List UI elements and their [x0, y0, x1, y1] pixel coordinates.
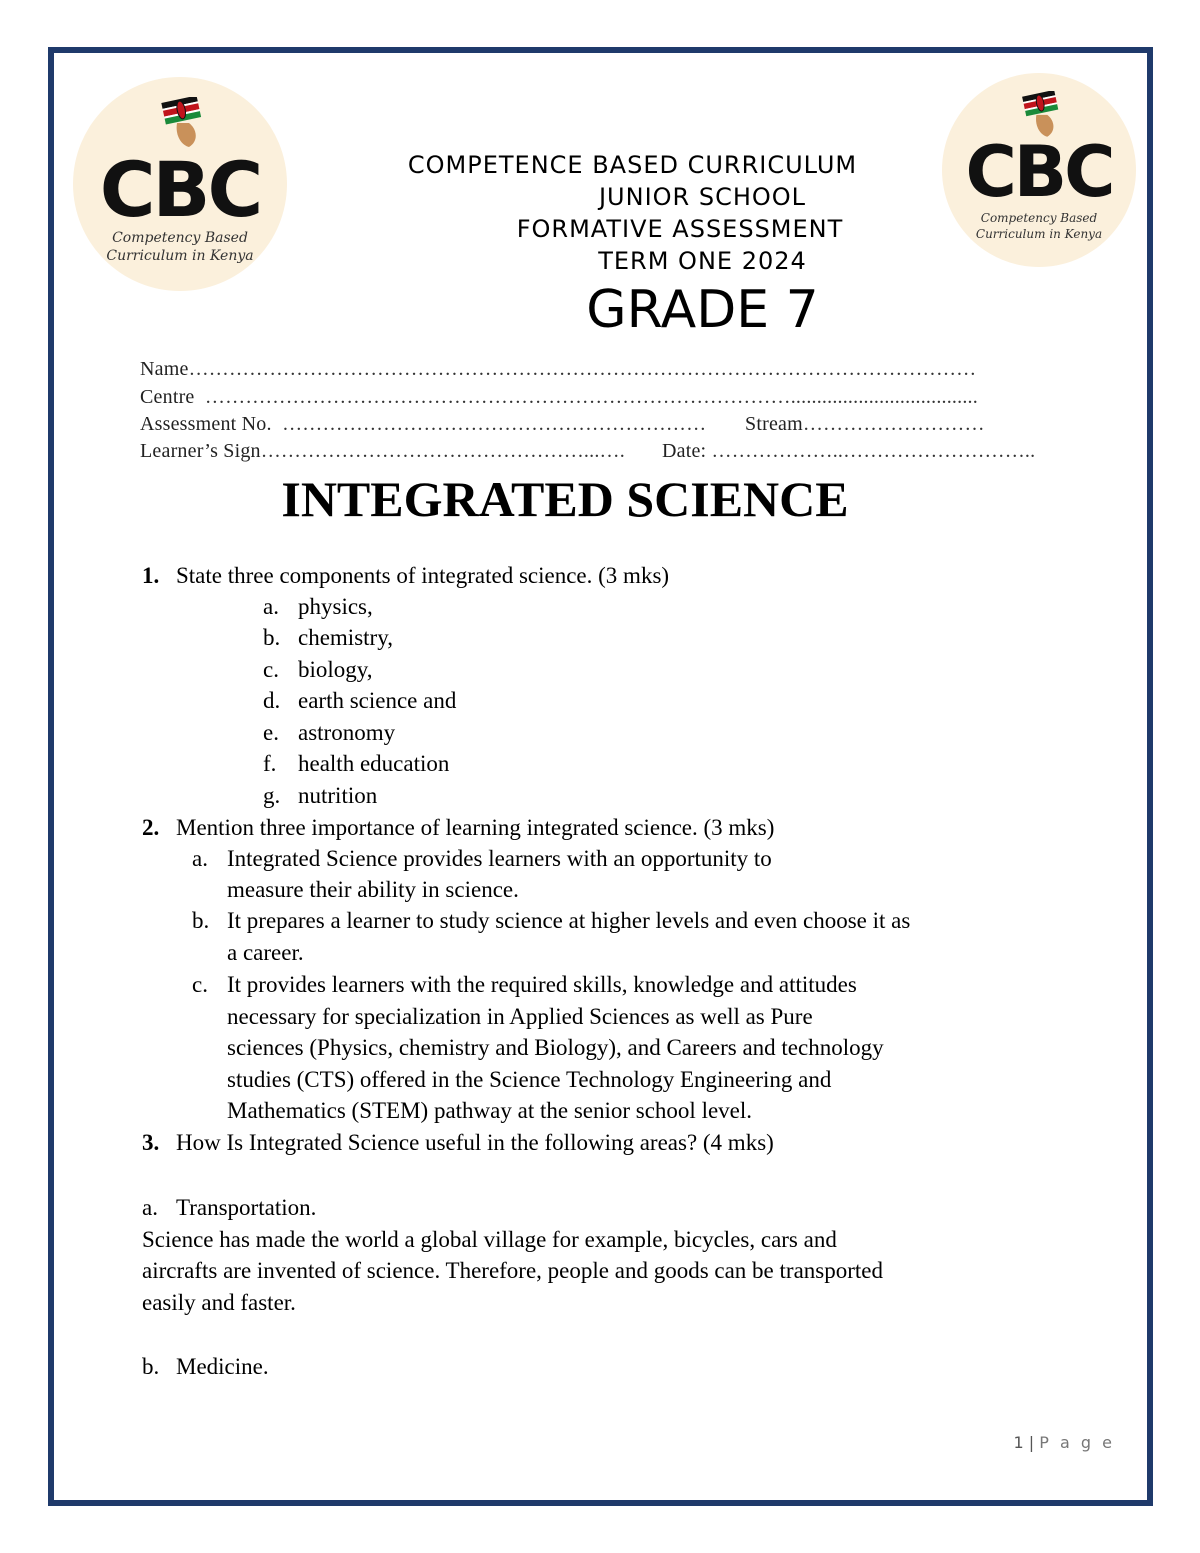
q2-answer-line: It provides learners with the required skills, knowledge and attitudes — [227, 972, 857, 997]
header-curriculum: COMPETENCE BASED CURRICULUM — [407, 151, 858, 179]
question-1-text: State three components of integrated science. (3 mks) — [176, 563, 670, 588]
q1-answer: physics, — [298, 594, 373, 619]
q2-answer-line: a career. — [227, 940, 304, 965]
q1-answer: chemistry, — [298, 625, 393, 650]
page-number: 1 — [1013, 1433, 1024, 1452]
question-3-text: How Is Integrated Science useful in the following areas? (4 mks) — [176, 1130, 774, 1155]
q2-answer-letter: a. — [192, 846, 208, 871]
q1-answer-letter: b. — [263, 625, 281, 650]
cbc-wordmark: CBC — [965, 131, 1113, 213]
q1-answer: nutrition — [298, 783, 378, 808]
q1-answer-letter: f. — [263, 751, 277, 776]
grade-title: GRADE 7 — [586, 280, 819, 340]
date-field[interactable]: Date: ………………..……………………….. — [662, 440, 1036, 462]
q3-part-a-letter: a. — [142, 1195, 158, 1220]
cbc-wordmark: CBC — [99, 145, 261, 234]
kenya-flag-icon — [159, 97, 203, 147]
q1-answer: health education — [298, 751, 450, 776]
learner-sign-field[interactable]: Learner’s Sign…………………………………………...…. — [140, 440, 625, 462]
q1-answer: astronomy — [298, 720, 396, 745]
q1-answer-letter: d. — [263, 688, 281, 713]
q1-answer-letter: c. — [263, 657, 279, 682]
page-footer — [1014, 1433, 1115, 1452]
q3-part-a-label: Transportation. — [176, 1195, 317, 1220]
q1-answer-letter: g. — [263, 783, 281, 808]
question-2-text: Mention three importance of learning integrated science. (3 mks) — [176, 815, 775, 840]
q3-part-a-answer-line: aircrafts are invented of science. Therefore, people and goods can be transported — [142, 1258, 883, 1283]
q3-part-b-label: Medicine. — [176, 1354, 269, 1379]
q2-answer-letter: c. — [192, 972, 208, 997]
page-label: P a g e — [1039, 1433, 1115, 1452]
cbc-logo-right — [942, 73, 1136, 267]
header-assessment: FORMATIVE ASSESSMENT — [516, 215, 844, 243]
logo-caption: Competency Based Curriculum in Kenya — [975, 211, 1103, 241]
name-field[interactable]: Name……………………………………………………………………………………………………… — [140, 358, 977, 380]
question-2-number: 2. — [142, 815, 160, 840]
page-separator: | — [1028, 1433, 1035, 1452]
q2-answer-line: studies (CTS) offered in the Science Technology Engineering and — [227, 1067, 832, 1092]
q1-answer-letter: a. — [263, 594, 279, 619]
header-term: TERM ONE 2024 — [598, 247, 807, 275]
q1-answer: earth science and — [298, 688, 457, 713]
q2-answer-line: It prepares a learner to study science at higher levels and even choose it as — [227, 908, 911, 933]
q2-answer-line: Integrated Science provides learners with an opportunity to — [227, 846, 772, 871]
q1-answer: biology, — [298, 657, 373, 682]
centre-field[interactable]: Centre …………………………………………………………………………….................................... — [140, 386, 978, 408]
question-3-number: 3. — [142, 1130, 160, 1155]
question-1-number: 1. — [142, 563, 160, 588]
q3-part-a-answer-line: easily and faster. — [142, 1290, 296, 1315]
subject-title: INTEGRATED SCIENCE — [281, 471, 849, 527]
header-school: JUNIOR SCHOOL — [598, 183, 807, 211]
q3-part-b-letter: b. — [142, 1354, 160, 1379]
assessment-no-field[interactable]: Assessment No. ……………………………………………………… — [140, 413, 707, 435]
stream-field[interactable]: Stream……………………… — [745, 413, 985, 435]
q2-answer-line: necessary for specialization in Applied Sciences as well as Pure — [227, 1004, 813, 1029]
q2-answer-line: sciences (Physics, chemistry and Biology), and Careers and technology — [227, 1035, 884, 1060]
q2-answer-line: measure their ability in science. — [227, 877, 519, 902]
q3-part-a-answer-line: Science has made the world a global village for example, bicycles, cars and — [142, 1227, 837, 1252]
logo-caption: Competency Based Curriculum in Kenya — [106, 230, 254, 265]
q2-answer-letter: b. — [192, 908, 210, 933]
q2-answer-line: Mathematics (STEM) pathway at the senior school level. — [227, 1098, 753, 1123]
cbc-logo-left — [73, 77, 287, 291]
q1-answer-letter: e. — [263, 720, 279, 745]
